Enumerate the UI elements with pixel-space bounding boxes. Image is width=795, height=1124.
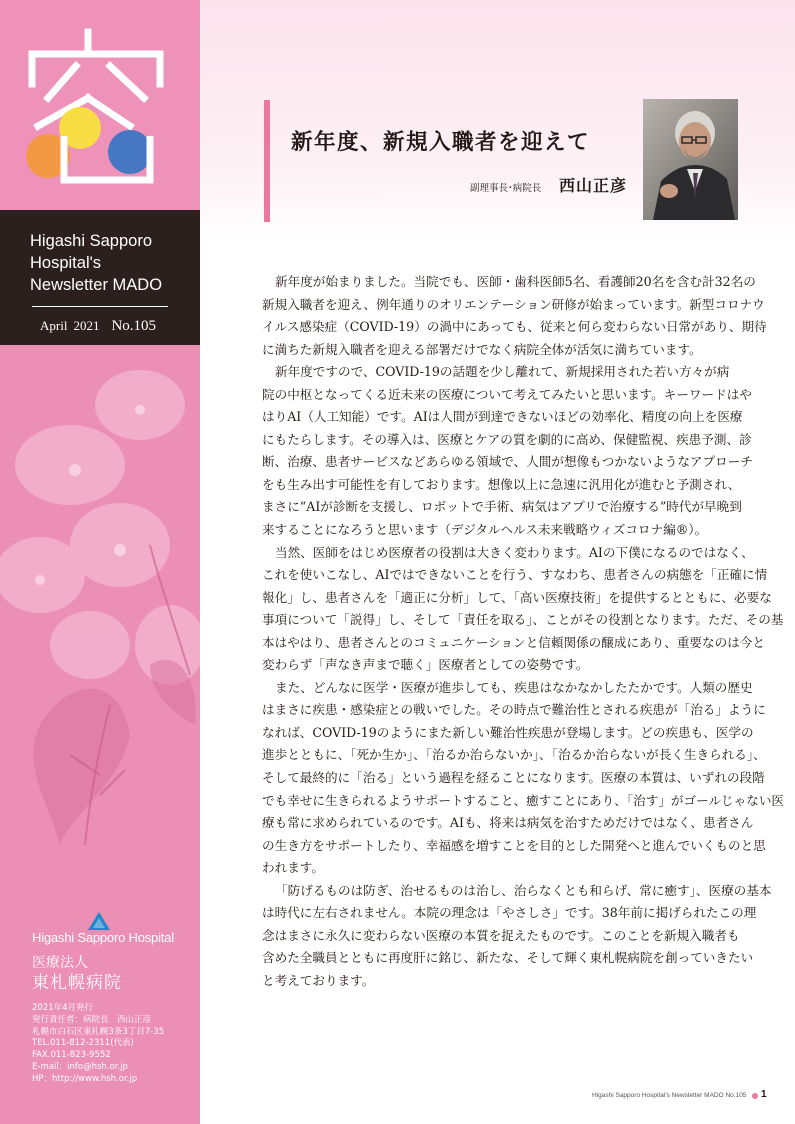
body-line: はまさに疾患・感染症との戦いでした。その時点で難治性とされる疾患が「治る」ように bbox=[262, 702, 766, 718]
issue-month: April bbox=[40, 318, 68, 333]
author-name: 西山正彦 bbox=[559, 176, 628, 195]
body-line: 院の中枢となってくる近未来の医療について考えてみたいと思います。キーワードはや bbox=[262, 386, 752, 402]
body-line: これを使いこなし、AIではできないことを行う、すなわち、患者さんの病態を「正確に情 bbox=[262, 567, 768, 583]
colophon-line: FAX.011-823-9552 bbox=[32, 1050, 111, 1061]
colophon-line: 札幌市白石区東札幌3条3丁目7-35 bbox=[32, 1026, 165, 1037]
body-line: 断、治療、患者サービスなどあらゆる領域で、人間が想像もつかないようなアプローチ bbox=[262, 454, 753, 470]
body-line: イルス感染症（COVID-19）の渦中にあっても、従来と何ら変わらない日常があり、期待 bbox=[262, 319, 767, 335]
issue-info bbox=[40, 318, 162, 335]
body-line: 変わらず「声なき声まで聴く」医療者としての姿勢です。 bbox=[262, 657, 589, 673]
body-line: 来することになろうと思います（デジタルヘルス未来戦略ウィズコロナ編®）。 bbox=[262, 522, 708, 538]
hospital-name-jp: 東札幌病院 bbox=[32, 973, 122, 993]
newsletter-title-line: Higashi Sapporo bbox=[30, 232, 152, 250]
newsletter-title-line: Hospital's bbox=[30, 254, 102, 272]
colophon-website[interactable]: HP：http://www.hsh.or.jp bbox=[32, 1073, 138, 1084]
body-line: は時代に左右されません。本院の理念は「やさしさ」です。38年前に掲げられたこの理 bbox=[262, 905, 757, 921]
body-line: 本はやはり、患者さんとのコミュニケーションと信頼関係の醸成にあり、重要なのは今と bbox=[262, 634, 765, 650]
logo-area bbox=[0, 0, 200, 210]
body-line: 当然、医師をはじめ医療者の役割は大きく変わります。AIの下僕になるのではなく、 bbox=[275, 544, 754, 560]
mado-logo-icon bbox=[18, 28, 183, 188]
author-role: 副理事長･病院長 bbox=[470, 183, 542, 194]
body-line: と考えております。 bbox=[262, 972, 375, 988]
body-line: 事項について「説得」し、そして「責任を取る」、ことがその役割となります。ただ、その基 bbox=[262, 612, 784, 628]
footer-dot-icon bbox=[752, 1093, 758, 1099]
body-line: 「防げるものは防ぎ、治せるものは治し、治らなくとも和らげ、常に癒す」、医療の基本 bbox=[275, 882, 772, 898]
cherry-blossom-illustration-icon bbox=[0, 345, 200, 905]
body-line: の生き方をサポートしたり、幸福感を増すことを目的とした開発へと進んでいくものと思 bbox=[262, 837, 766, 853]
colophon-line: 2021年4月発行 bbox=[32, 1003, 94, 1013]
body-line: をも生み出す可能性を有しております。想像以上に急速に汎用化が進むと予測され、 bbox=[262, 476, 741, 492]
colophon-line: 発行責任者：病院長 西山正彦 bbox=[32, 1014, 152, 1025]
body-line: 療も常に求められているのです。AIも、将来は病気を治すためだけではなく、患者さん bbox=[262, 815, 754, 831]
body-line: にもたらします。その導入は、医療とケアの質を劇的に高め、保健監視、疾患予測、診 bbox=[262, 431, 752, 447]
colophon bbox=[32, 1003, 164, 1086]
body-line: 新年度ですので、COVID-19の話題を少し離れて、新規採用された若い方々が病 bbox=[275, 364, 730, 380]
footer-title: Higashi Sapporo Hospital's Newsletter MADO No.105 bbox=[592, 1092, 747, 1099]
colophon-line: TEL.011-812-2311(代表) bbox=[32, 1038, 134, 1049]
body-line: 新年度が始まりました。当院でも、医師・歯科医師5名、看護師20名を含む計32名の bbox=[275, 274, 756, 289]
newsletter-title-box bbox=[0, 210, 200, 345]
hospital-name-en: Higashi Sapporo Hospital bbox=[32, 930, 174, 945]
body-line: に満ちた新規入職者を迎える部署だけでなく病院全体が活気に満ちています。 bbox=[262, 341, 702, 357]
page-number: 1 bbox=[761, 1089, 767, 1100]
body-line: 進歩とともに、「死か生か」、「治るか治らないか」、「治るか治らないが長く生きられる」、 bbox=[262, 747, 766, 763]
article-title: 新年度、新規入職者を迎えて bbox=[291, 130, 591, 155]
body-line: 報化」し、患者さんを「適正に分析」して、「高い医療技術」を提供するとともに、必要な bbox=[262, 589, 772, 605]
author-photo bbox=[643, 99, 738, 220]
issue-year: 2021 bbox=[73, 318, 100, 333]
newsletter-title-line: Newsletter MADO bbox=[30, 276, 163, 294]
colophon-email[interactable]: E-mail：info@hsh.or.jp bbox=[32, 1061, 128, 1072]
body-line: 念はまさに永久に変わらない医療の本質を捉えたものです。このことを新規入職者も bbox=[262, 927, 740, 943]
body-line: はりAI（人工知能）です。AIは人間が到達できないほどの効率化、精度の向上を医療 bbox=[262, 409, 743, 425]
body-line: そして最終的に「治る」という過程を経ることになります。医療の本質は、いずれの段階 bbox=[262, 770, 765, 786]
body-line: まさに“AIが診断を支援し、ロボットで手術、病気はアプリで治療する”時代が早晩到 bbox=[262, 499, 742, 515]
body-line: 含めた全職員とともに再度肝に銘じ、新たな、そして輝く東札幌病院を創っていきたい bbox=[262, 950, 754, 966]
body-line: なれば、COVID-19のようにまた新しい難治性疾患が登場します。どの疾患も、医学の bbox=[262, 724, 754, 740]
body-line: われます。 bbox=[262, 860, 324, 876]
title-accent-bar bbox=[264, 100, 270, 222]
body-line: また、どんなに医学・医療が進歩しても、疾患はなかなかしたたかです。人類の歴史 bbox=[275, 679, 753, 695]
corporation-label: 医療法人 bbox=[32, 955, 88, 971]
issue-number: No.105 bbox=[111, 318, 157, 334]
hospital-logo-icon bbox=[88, 912, 110, 930]
divider bbox=[32, 306, 168, 307]
author-portrait-icon bbox=[643, 99, 738, 220]
article-body bbox=[262, 271, 785, 993]
sidebar bbox=[0, 0, 200, 1124]
body-line: 新規入職者を迎え、例年通りのオリエンテーション研修が始まっています。新型コロナウ bbox=[262, 296, 765, 312]
body-line: でも幸せに生きられるようサポートすること、癒すことにあり、「治す」がゴールじゃない医 bbox=[262, 792, 785, 808]
